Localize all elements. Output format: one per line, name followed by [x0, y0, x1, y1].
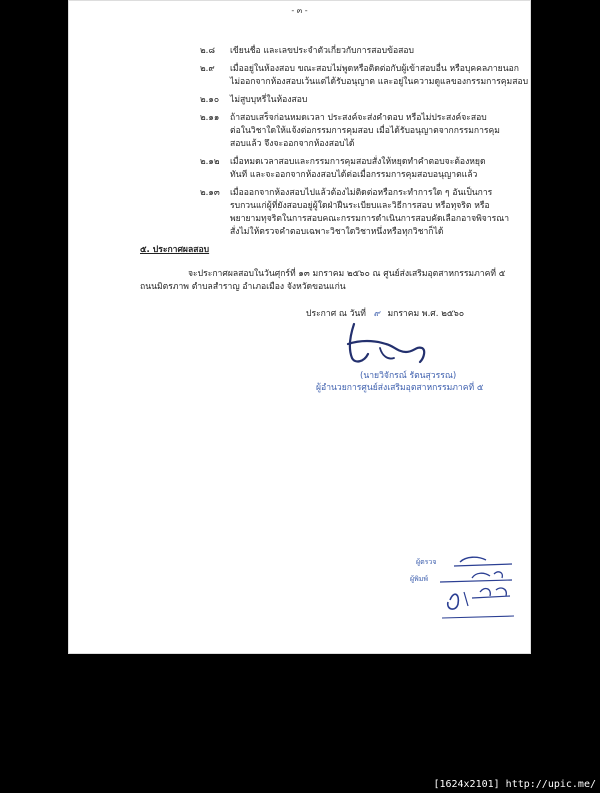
rule-number: ๒.๑๐: [200, 95, 220, 105]
rule-text: เขียนชื่อ และเลขประจำตัวเกี่ยวกับการสอบข้อสอบ: [230, 46, 414, 56]
rule-continuation: ไม่ออกจากห้องสอบเว้นแต่ได้รับอนุญาต และอยู่ในความดูแลของกรรมการคุมสอบ: [230, 77, 529, 87]
rule-number: ๒.๑๒: [200, 157, 220, 167]
rule-text: เมื่อหมดเวลาสอบและกรรมการคุมสอบสั่งให้หยุดทำคำตอบจะต้องหยุด: [230, 157, 486, 167]
rule-text: ถ้าสอบเสร็จก่อนหมดเวลา ประสงค์จะส่งคำตอบ หรือไม่ประสงค์จะสอบ: [230, 113, 487, 123]
signer-name: (นายวิจักรณ์ รัตนสุวรรณ): [360, 371, 457, 381]
document-body: [68, 0, 531, 654]
signature-mark: [340, 318, 430, 374]
rule-text: ไม่สูบบุหรี่ในห้องสอบ: [230, 95, 308, 105]
date-label: ประกาศ ณ วันที่: [306, 309, 366, 319]
handwritten-stamp-marks: [350, 548, 520, 628]
document-page: [68, 0, 531, 654]
rule-text: เมื่ออยู่ในห้องสอบ ขณะสอบไม่พูดหรือติดต่อกับผู้เข้าสอบอื่น หรือบุคคลภายนอก: [230, 64, 519, 74]
rule-continuation: สอบแล้ว จึงจะออกจากห้องสอบได้: [230, 139, 355, 149]
date-day: ๙: [373, 309, 380, 319]
date-month-year: มกราคม พ.ศ. ๒๕๖๐: [387, 309, 465, 319]
rule-number: ๒.๘: [200, 46, 216, 56]
rule-text: เมื่อออกจากห้องสอบไปแล้วต้องไม่ติดต่อหรือกระทำการใด ๆ อันเป็นการ: [230, 188, 493, 198]
rule-continuation: พยายามทุจริตในการสอบคณะกรรมการดำเนินการสอบคัดเลือกอาจพิจารณา: [230, 214, 510, 224]
rule-number: ๒.๙: [200, 64, 215, 74]
signer-title: ผู้อำนวยการศูนย์ส่งเสริมอุตสาหกรรมภาคที่ ๕: [316, 383, 484, 393]
announcement-line: ถนนมิตรภาพ ตำบลสำราญ อำเภอเมือง จังหวัดขอนแก่น: [140, 282, 346, 292]
watermark-footer: [1624x2101] http://upic.me/: [433, 779, 596, 790]
rule-number: ๒.๑๓: [200, 188, 220, 198]
page-number: - ๓ -: [291, 6, 308, 15]
rule-continuation: ต่อในวิชาใดให้แจ้งต่อกรรมการคุมสอบ เมื่อได้รับอนุญาตจากกรรมการคุม: [230, 126, 500, 136]
rule-continuation: ทันที และจะออกจากห้องสอบได้ต่อเมื่อกรรมการคุมสอบอนุญาตแล้ว: [230, 170, 478, 180]
announcement-line: จะประกาศผลสอบในวันศุกร์ที่ ๑๓ มกราคม ๒๕๖๐ ณ ศูนย์ส่งเสริมอุตสาหกรรมภาคที่ ๕: [188, 269, 506, 279]
stamp-label-typist: ผู้พิมพ์: [410, 575, 428, 583]
rule-continuation: สั่งไม่ให้ตรวจคำตอบเฉพาะวิชาใดวิชาหนึ่งหรือทุกวิชาก็ได้: [230, 227, 444, 237]
rule-continuation: รบกวนแก่ผู้ที่ยังสอบอยู่ผู้ใดฝ่าฝืนระเบียบและวิธีการสอบ หรือทุจริต หรือ: [230, 201, 490, 211]
stamp-label-checker: ผู้ตรวจ: [416, 558, 437, 566]
section-heading: ๕. ประกาศผลสอบ: [140, 245, 210, 255]
rule-number: ๒.๑๑: [200, 113, 220, 123]
